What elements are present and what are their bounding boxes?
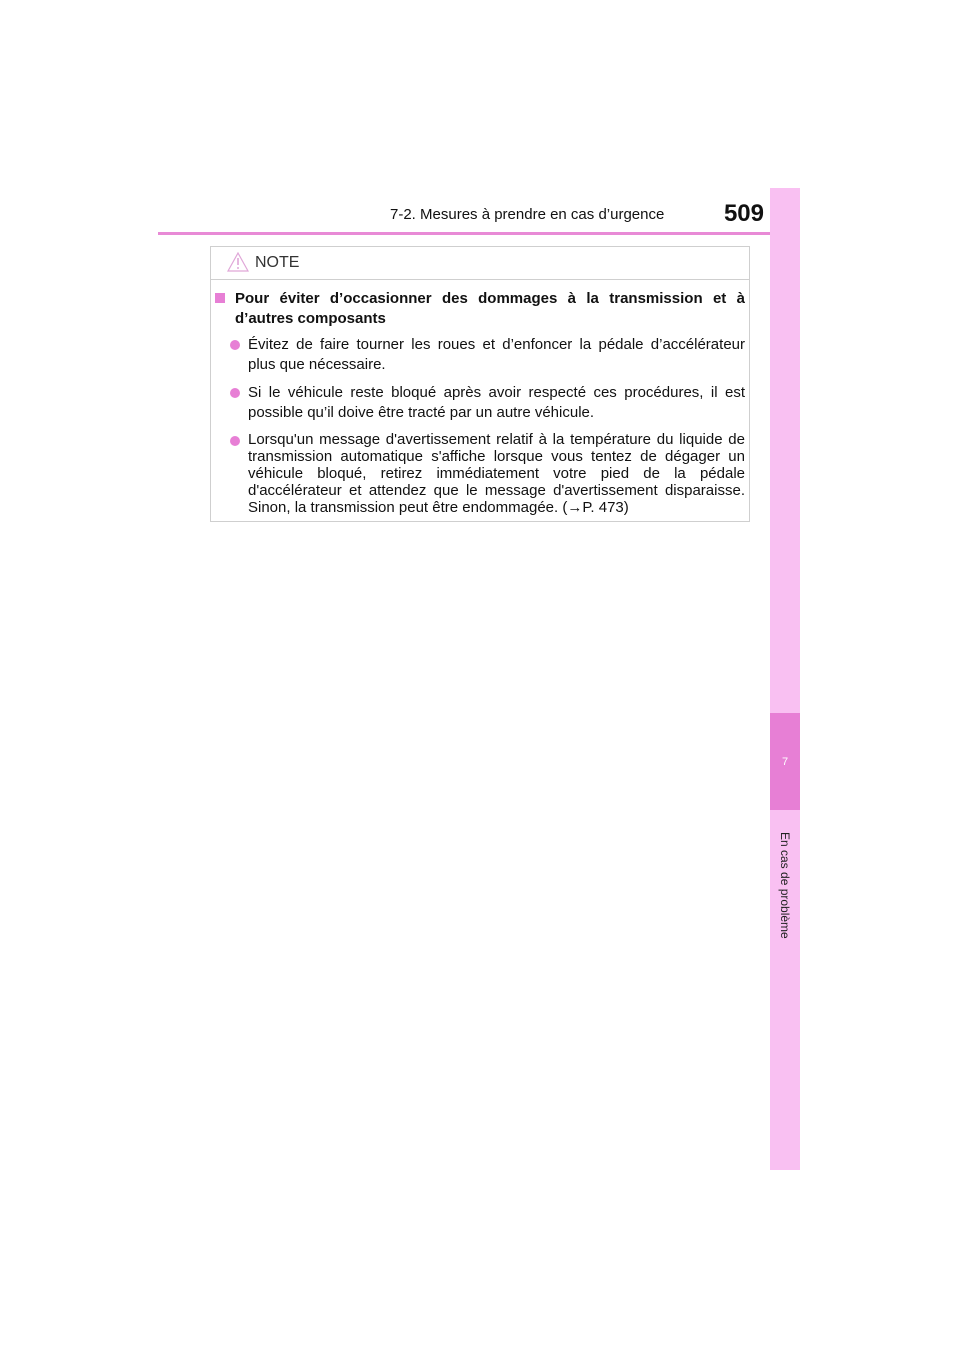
note-title: NOTE [255,254,300,271]
page-section-title: 7-2. Mesures à prendre en cas d’urgence [390,206,665,223]
bullet-dot-icon [230,436,240,446]
header-rule [158,232,798,235]
chapter-side-tab [770,188,800,1170]
square-marker-icon [215,293,225,303]
bullet-dot-icon [230,388,240,398]
chapter-label: En cas de problème [778,832,792,939]
list-item [215,431,745,516]
list-item-text: Lorsqu'un message d'avertissement relatif à la température du liquide de transmission automatique s'affiche lorsque vous tentez de dégager un véhicule bloqué, retirez immédiatement votre pied de la pédale d'accélérateur et attendez que le message d'avertissement disparaisse. Sinon, la transmission peut être endommagée. (→P. 473) [248,431,745,516]
list-item-text: Si le véhicule reste bloqué après avoir respecté ces procédures, il est possible qu’il doive être tracté par un autre véhicule. [248,384,745,421]
bullet-list [215,335,745,516]
section-heading-text: Pour éviter d’occasionner des dommages à la transmission et à d’autres composants [235,290,745,327]
section-heading [215,289,745,329]
list-item-text: Évitez de faire tourner les roues et d’enfoncer la pédale d’accélérateur plus que nécessaire. [248,336,745,373]
note-section [215,289,745,524]
bullet-dot-icon [230,340,240,350]
note-header [211,247,749,280]
list-item [215,383,745,423]
chapter-number: 7 [781,756,789,768]
page-number: 509 [723,200,764,227]
list-item [215,335,745,375]
note-box [210,246,750,522]
warning-triangle-icon [227,252,249,272]
